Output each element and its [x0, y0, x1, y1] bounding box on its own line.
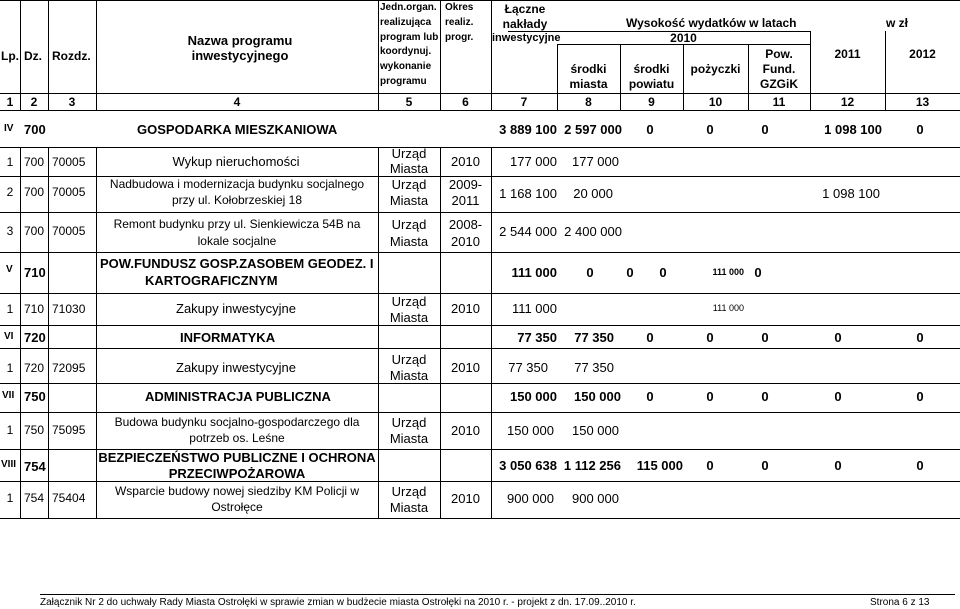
row-okres-2: 2011 [451, 193, 480, 208]
section-pozyczki: 0 [706, 389, 714, 404]
header-wzl: w zł [886, 16, 909, 30]
row-dz: 700 [24, 155, 45, 169]
row-lp: 1 [6, 302, 14, 316]
section-name-2: PRZECIWPOŻAROWA [168, 466, 306, 481]
row-okres-2: 2010 [451, 234, 480, 249]
section-fund: 111 000 [712, 267, 744, 277]
row-miasta: 177 000 [572, 154, 619, 169]
row-miasta: 900 000 [572, 491, 619, 506]
header-jedn-6: programu [380, 76, 427, 87]
row-dz: 700 [24, 224, 45, 238]
col-num: 13 [915, 95, 930, 109]
header-pow-1: Pow. [765, 47, 793, 61]
section-roman: V [6, 264, 13, 275]
header-okres-3: progr. [445, 32, 474, 43]
section-powiatu: 0 [626, 265, 634, 280]
section-pozyczki: 0 [706, 458, 714, 473]
row-lp: 1 [6, 155, 14, 169]
header-srodki-powiatu-1: środki [633, 62, 670, 76]
row-y2011: 1 098 100 [822, 186, 880, 201]
section-total: 3 050 638 [499, 458, 557, 473]
section-miasta: 77 350 [574, 330, 614, 345]
header-year-2010: 2010 [670, 31, 697, 45]
row-rozdz: 70005 [52, 185, 86, 199]
row-lp: 2 [6, 185, 14, 199]
row-okres: 2010 [451, 360, 480, 375]
header-laczne-1: Łączne [504, 2, 546, 16]
section-name-1: BEZPIECZEŃSTWO PUBLICZNE I OCHRONA [98, 450, 376, 465]
header-jedn-1: Jedn.organ. [380, 2, 437, 13]
row-rozdz: 75404 [52, 491, 86, 505]
header-jedn-3: program lub [380, 32, 439, 43]
row-unit-2: Miasta [389, 161, 429, 176]
section-fund: 0 [761, 389, 769, 404]
section-roman: VI [4, 331, 14, 342]
row-okres: 2010 [451, 301, 480, 316]
section-dz: 750 [24, 389, 46, 404]
row-lp: 1 [6, 361, 14, 375]
row-dz: 754 [24, 491, 45, 505]
row-unit-1: Urząd [391, 146, 427, 161]
row-dz: 720 [24, 361, 45, 375]
header-jedn-2: realizująca [380, 17, 432, 28]
row-unit-2: Miasta [389, 368, 429, 383]
header-jedn-5: wykonanie [380, 61, 432, 72]
row-unit-2: Miasta [389, 500, 429, 515]
section-name: GOSPODARKA MIESZKANIOWA [137, 122, 338, 137]
section-y2011: 0 [834, 389, 842, 404]
col-num: 7 [520, 95, 528, 109]
row-dz: 750 [24, 423, 45, 437]
row-name: Zakupy inwestycyjne [176, 301, 296, 316]
row-unit-2: Miasta [389, 234, 429, 249]
row-unit-1: Urząd [391, 484, 427, 499]
header-wysokosc: Wysokość wydatków w latach [626, 16, 797, 30]
section-total: 3 889 100 [499, 122, 557, 137]
section-dz: 720 [24, 330, 46, 345]
row-total: 177 000 [510, 154, 557, 169]
row-name: Zakupy inwestycyjne [176, 360, 296, 375]
section-roman: VII [2, 390, 15, 401]
footer-page-number: Strona 6 z 13 [870, 597, 930, 608]
section-y2012: 0 [916, 122, 924, 137]
section-pozyczki: 0 [706, 330, 714, 345]
row-okres: 2010 [451, 154, 480, 169]
section-y2011: 0 [834, 330, 842, 345]
section-powiatu: 0 [646, 330, 654, 345]
col-num: 8 [585, 95, 592, 109]
section-name-1: POW.FUNDUSZ GOSP.ZASOBEM GEODEZ. I [100, 256, 374, 271]
row-miasta: 77 350 [574, 360, 614, 375]
header-rozdz: Rozdz. [52, 49, 91, 63]
header-pow-3: GZGiK [760, 77, 798, 91]
row-total: 77 350 [508, 360, 548, 375]
row-okres-1: 2008- [448, 217, 483, 232]
section-powiatu: 0 [646, 122, 654, 137]
section-total: 111 000 [511, 265, 557, 280]
row-name-1: Budowa budynku socjalno-gospodarczego dla [114, 415, 360, 429]
header-pow-2: Fund. [762, 62, 796, 76]
row-name-1: Remont budynku przy ul. Sienkiewicza 54B na [113, 217, 361, 231]
row-name-2: Ostrołęce [211, 500, 263, 514]
row-rozdz: 70005 [52, 224, 86, 238]
section-miasta: 2 597 000 [564, 122, 622, 137]
row-unit-1: Urząd [391, 415, 427, 430]
section-total: 77 350 [517, 330, 557, 345]
section-name: ADMINISTRACJA PUBLICZNA [145, 389, 331, 404]
section-roman: VIII [1, 459, 17, 470]
section-name: INFORMATYKA [180, 330, 276, 345]
section-powiatu: 115 000 [636, 458, 683, 473]
section-y2011: 0 [834, 458, 842, 473]
header-srodki-miasta-2: miasta [569, 77, 608, 91]
section-y2011: 1 098 100 [824, 122, 882, 137]
section-y2012: 0 [916, 458, 924, 473]
section-fund: 0 [761, 458, 769, 473]
header-okres-2: realiz. [445, 17, 474, 28]
section-powiatu: 0 [646, 389, 654, 404]
row-rozdz: 70005 [52, 155, 86, 169]
section-pozyczki: 0 [659, 265, 667, 280]
row-total: 111 000 [511, 301, 557, 316]
row-total: 900 000 [507, 491, 554, 506]
row-miasta: 2 400 000 [564, 224, 622, 239]
section-y2011: 0 [754, 265, 762, 280]
section-y2012: 0 [916, 389, 924, 404]
col-num: 11 [772, 95, 786, 109]
section-miasta: 0 [586, 265, 594, 280]
row-unit-1: Urząd [391, 294, 427, 309]
col-num: 3 [68, 95, 76, 109]
row-lp: 1 [6, 423, 14, 437]
section-miasta: 150 000 [574, 389, 621, 404]
col-num: 9 [648, 95, 655, 109]
row-unit-1: Urząd [391, 352, 427, 367]
header-srodki-miasta-1: środki [570, 62, 607, 76]
row-name-1: Wsparcie budowy nowej siedziby KM Policji w [114, 484, 360, 498]
row-okres: 2010 [451, 423, 480, 438]
header-nazwa-1: Nazwa programu [187, 33, 293, 48]
row-name-1: Nadbudowa i modernizacja budynku socjalnego [109, 177, 365, 191]
row-name-2: lokale socjalne [197, 234, 277, 248]
row-rozdz: 75095 [52, 423, 86, 437]
header-year-2011: 2011 [834, 47, 861, 61]
row-total: 1 168 100 [499, 186, 557, 201]
row-lp: 3 [6, 224, 14, 238]
header-laczne-3: inwestycyjne [492, 32, 561, 44]
section-dz: 710 [24, 265, 46, 280]
row-unit-2: Miasta [389, 431, 429, 446]
footer-note: Załącznik Nr 2 do uchwały Rady Miasta Ostrołęki w sprawie zmian w budżecie miasta Ostrołęki na 2010 r. - projekt z dn. 17.09..2010 r. [40, 597, 636, 608]
row-name: Wykup nieruchomości [172, 154, 300, 169]
section-pozyczki: 0 [706, 122, 714, 137]
row-miasta: 150 000 [572, 423, 619, 438]
section-dz: 754 [24, 459, 46, 474]
row-name-2: przy ul. Kołobrzeskiej 18 [171, 193, 303, 207]
row-rozdz: 71030 [52, 302, 86, 316]
row-rozdz: 72095 [52, 361, 86, 375]
row-total: 150 000 [507, 423, 554, 438]
col-num: 12 [840, 95, 855, 109]
col-num: 1 [6, 95, 14, 109]
section-fund: 0 [761, 122, 769, 137]
footer-divider [40, 594, 955, 595]
section-name-2: KARTOGRAFICZNYM [145, 273, 278, 288]
row-okres: 2010 [451, 491, 480, 506]
row-unit-2: Miasta [389, 193, 429, 208]
row-lp: 1 [6, 491, 14, 505]
header-year-2012: 2012 [909, 47, 936, 61]
row-unit-2: Miasta [389, 310, 429, 325]
row-unit-1: Urząd [391, 217, 427, 232]
row-name-2: potrzeb os. Leśne [189, 431, 285, 445]
row-total: 2 544 000 [499, 224, 557, 239]
header-pozyczki: pożyczki [690, 62, 741, 76]
row-fund: 111 000 [712, 303, 744, 313]
section-fund: 0 [761, 330, 769, 345]
header-nazwa-2: inwestycyjnego [191, 48, 289, 63]
row-okres-1: 2009- [448, 177, 483, 192]
row-dz: 700 [24, 185, 45, 199]
col-num: 10 [708, 95, 723, 109]
row-miasta: 20 000 [573, 186, 613, 201]
header-okres-1: Okres [445, 2, 474, 13]
row-unit-1: Urząd [391, 177, 427, 192]
section-miasta: 1 112 256 [563, 458, 621, 473]
col-num: 6 [462, 95, 469, 109]
row-dz: 710 [24, 302, 45, 316]
header-srodki-powiatu-2: powiatu [628, 77, 675, 91]
header-jedn-4: koordynuj. [380, 46, 432, 57]
header-dz: Dz. [24, 49, 42, 63]
section-roman: IV [4, 123, 14, 134]
col-num: 4 [233, 95, 241, 109]
section-dz: 700 [24, 122, 46, 137]
col-num: 2 [30, 95, 38, 109]
header-lp: Lp. [1, 49, 19, 63]
section-y2012: 0 [916, 330, 924, 345]
col-num: 5 [405, 95, 413, 109]
header-laczne-2: nakłady [502, 17, 548, 31]
section-total: 150 000 [510, 389, 557, 404]
